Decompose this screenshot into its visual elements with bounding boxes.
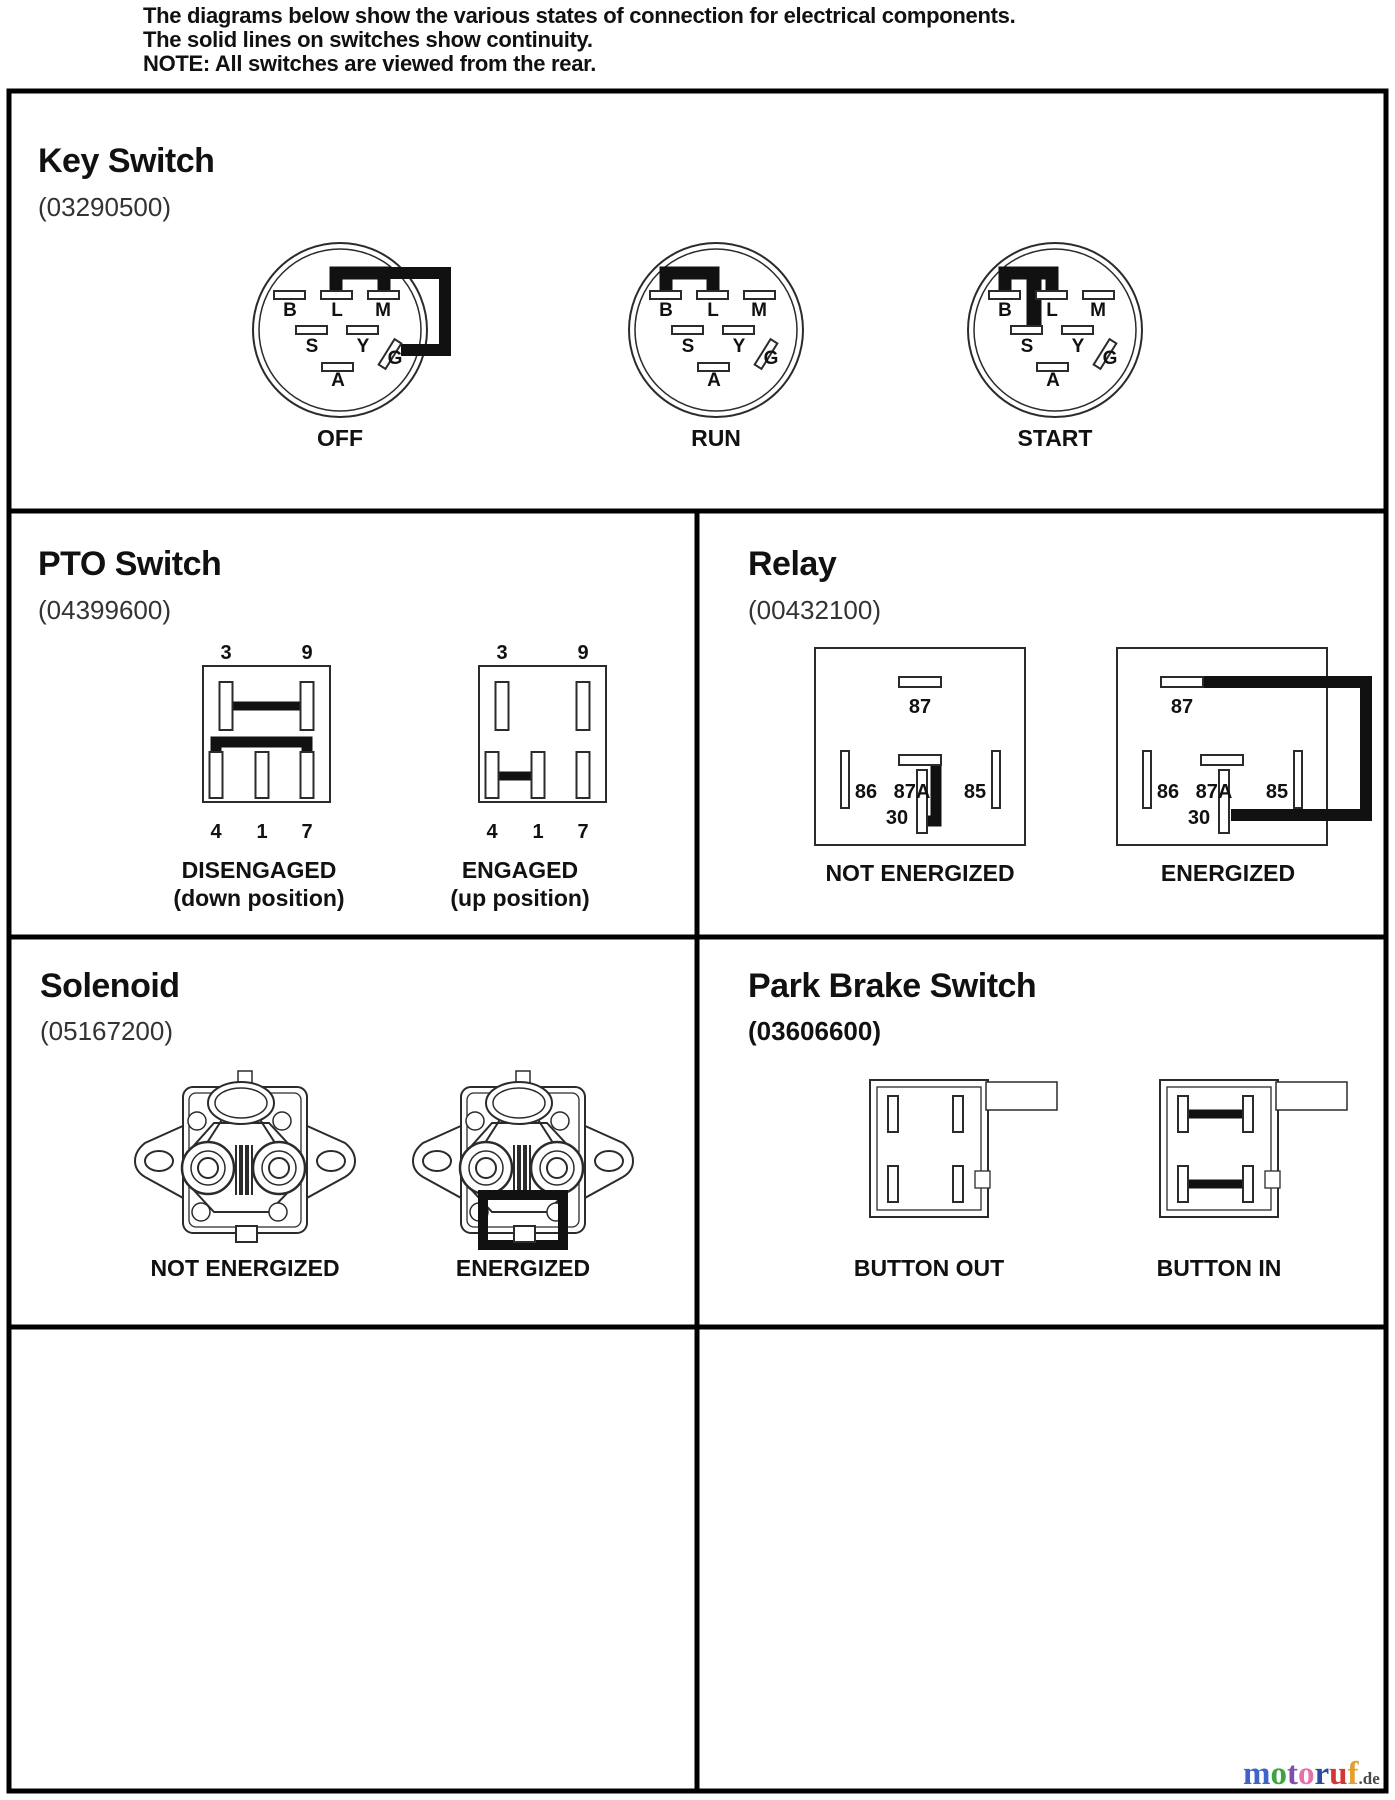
solenoid-state-energized-label: ENERGIZED — [455, 1255, 591, 1281]
terminal-87a-label: 87A — [1195, 781, 1233, 803]
terminal-s-label: S — [305, 336, 319, 357]
corner-hole — [273, 1112, 291, 1130]
terminal-y-label: Y — [356, 336, 370, 357]
solenoid-state-not-energized-label: NOT ENERGIZED — [150, 1255, 340, 1281]
terminal-slot — [1178, 1096, 1188, 1132]
terminal-s — [1011, 326, 1042, 334]
terminal-l-label: L — [707, 300, 719, 321]
terminal-87-label: 87 — [1170, 696, 1194, 718]
terminal-slot — [1178, 1166, 1188, 1202]
terminal-86-label: 86 — [1156, 781, 1180, 803]
terminal-85 — [1294, 751, 1302, 808]
terminal-7-label: 7 — [301, 821, 313, 843]
header-line-3: NOTE: All switches are viewed from the rear. — [143, 51, 597, 76]
connector-notch — [1265, 1171, 1280, 1188]
solenoid-not-energized-diagram — [135, 1071, 355, 1242]
terminal-4 — [210, 752, 223, 798]
pto-switch-title: PTO Switch — [38, 545, 222, 583]
connector-latch-tab — [1276, 1082, 1347, 1110]
terminal-m-label: M — [1090, 300, 1106, 321]
key-switch-start-diagram — [968, 243, 1142, 417]
terminal-87-label: 87 — [908, 696, 932, 718]
park-brake-state-button-in-label: BUTTON IN — [1156, 1255, 1282, 1281]
terminal-7 — [577, 752, 590, 798]
terminal-l — [697, 291, 728, 299]
stud-terminal-left-hub — [198, 1158, 218, 1178]
terminal-7 — [301, 752, 314, 798]
header-line-2: The solid lines on switches show continuity. — [143, 27, 593, 52]
terminal-y-label: Y — [732, 336, 746, 357]
logo-suffix: .de — [1358, 1769, 1380, 1788]
terminal-b — [650, 291, 681, 299]
pto-state-engaged-label: ENGAGED — [461, 857, 579, 883]
terminal-s-label: S — [681, 336, 695, 357]
key-switch-part-number: (03290500) — [38, 192, 171, 222]
corner-hole — [269, 1203, 287, 1221]
connector-notch — [975, 1171, 990, 1188]
terminal-slot — [1243, 1166, 1253, 1202]
key-switch-run-diagram — [629, 243, 803, 417]
bottom-tab — [236, 1226, 257, 1242]
terminal-9-label: 9 — [577, 642, 589, 664]
terminal-m-label: M — [375, 300, 391, 321]
relay-not-energized-diagram — [815, 648, 1025, 886]
solenoid-drawing — [413, 1071, 633, 1242]
pto-switch-part-number: (04399600) — [38, 595, 171, 625]
terminal-g-label: G — [387, 348, 403, 369]
terminal-m — [1083, 291, 1114, 299]
terminal-1 — [256, 752, 269, 798]
terminal-87 — [1161, 677, 1203, 687]
key-switch-state-start-label: START — [1017, 425, 1093, 451]
terminal-g-label: G — [763, 348, 779, 369]
key-switch-off-diagram — [253, 243, 445, 417]
pto-state-disengaged-sub-label: (down position) — [173, 885, 345, 911]
terminal-30-label: 30 — [1187, 807, 1211, 829]
key-switch-state-run-label: RUN — [691, 425, 741, 451]
pto-switch-engaged-diagram — [450, 642, 606, 911]
terminal-87a-label: 87A — [893, 781, 931, 803]
park-brake-button-in-diagram — [1157, 1080, 1347, 1281]
terminal-slot — [1243, 1096, 1253, 1132]
logo-letter: o — [1270, 1756, 1287, 1792]
terminal-l-label: L — [1046, 300, 1058, 321]
solenoid-drawing — [135, 1071, 355, 1242]
terminal-y — [1062, 326, 1093, 334]
terminal-9-label: 9 — [301, 642, 313, 664]
solenoid-energized-diagram — [413, 1071, 633, 1245]
terminal-m-label: M — [751, 300, 767, 321]
terminal-s — [672, 326, 703, 334]
pto-state-engaged-sub-label: (up position) — [450, 885, 590, 911]
solenoid-title: Solenoid — [40, 967, 180, 1005]
terminal-b-label: B — [659, 300, 673, 321]
terminal-9 — [301, 682, 314, 730]
terminal-l — [1036, 291, 1067, 299]
terminal-30-label: 30 — [885, 807, 909, 829]
terminal-y — [347, 326, 378, 334]
terminal-4-label: 4 — [210, 821, 222, 843]
logo-letter: m — [1243, 1756, 1271, 1792]
terminal-slot — [953, 1166, 963, 1202]
solenoid-part-number: (05167200) — [40, 1016, 173, 1046]
terminal-a-label: A — [707, 370, 721, 391]
relay-state-not-energized-label: NOT ENERGIZED — [825, 860, 1015, 886]
terminal-87a — [1201, 755, 1243, 765]
terminal-3 — [220, 682, 233, 730]
header-line-1: The diagrams below show the various states of connection for electrical components. — [143, 3, 1016, 28]
terminal-9 — [577, 682, 590, 730]
terminal-l-label: L — [331, 300, 343, 321]
terminal-s-label: S — [1020, 336, 1034, 357]
terminal-s — [296, 326, 327, 334]
motoruf-logo — [1243, 1756, 1380, 1792]
corner-hole — [192, 1203, 210, 1221]
mount-hole-left — [145, 1151, 173, 1171]
terminal-87a — [899, 755, 941, 765]
key-switch-state-off-label: OFF — [317, 425, 363, 451]
terminal-slot — [888, 1096, 898, 1132]
terminal-86 — [1143, 751, 1151, 808]
terminal-b-label: B — [283, 300, 297, 321]
terminal-slot — [953, 1096, 963, 1132]
terminal-b-label: B — [998, 300, 1012, 321]
pto-switch-disengaged-diagram — [173, 642, 344, 911]
logo-letter: f — [1347, 1756, 1359, 1792]
terminal-3-label: 3 — [220, 642, 232, 664]
bottom-tab — [514, 1226, 535, 1242]
park-brake-switch-part-number: (03606600) — [748, 1016, 881, 1046]
terminal-l — [321, 291, 352, 299]
terminal-85 — [992, 751, 1000, 808]
terminal-b — [274, 291, 305, 299]
relay-title: Relay — [748, 545, 837, 583]
terminal-3 — [496, 682, 509, 730]
relay-part-number: (00432100) — [748, 595, 881, 625]
terminal-y-label: Y — [1071, 336, 1085, 357]
terminal-87 — [899, 677, 941, 687]
terminal-y — [723, 326, 754, 334]
logo-letter: t — [1287, 1756, 1298, 1792]
terminal-1 — [532, 752, 545, 798]
pto-state-disengaged-label: DISENGAGED — [181, 857, 337, 883]
park-brake-switch-title: Park Brake Switch — [748, 967, 1037, 1005]
terminal-4 — [486, 752, 499, 798]
logo-letter: u — [1329, 1756, 1348, 1792]
mount-hole-right — [317, 1151, 345, 1171]
logo-letter: r — [1314, 1756, 1330, 1792]
stud-terminal-right-hub — [269, 1158, 289, 1178]
terminal-4-label: 4 — [486, 821, 498, 843]
terminal-7-label: 7 — [577, 821, 589, 843]
connector-latch-tab — [986, 1082, 1057, 1110]
terminal-85-label: 85 — [963, 781, 987, 803]
terminal-1-label: 1 — [532, 821, 544, 843]
relay-state-energized-label: ENERGIZED — [1160, 860, 1296, 886]
terminal-m — [744, 291, 775, 299]
terminal-m — [368, 291, 399, 299]
corner-hole — [188, 1112, 206, 1130]
terminal-a-label: A — [1046, 370, 1060, 391]
terminal-1-label: 1 — [256, 821, 268, 843]
terminal-a-label: A — [331, 370, 345, 391]
park-brake-state-button-out-label: BUTTON OUT — [853, 1255, 1005, 1281]
terminal-3-label: 3 — [496, 642, 508, 664]
park-brake-button-out-diagram — [854, 1080, 1057, 1281]
logo-letter: o — [1298, 1756, 1315, 1792]
terminal-86 — [841, 751, 849, 808]
key-switch-title: Key Switch — [38, 142, 215, 180]
terminal-slot — [888, 1166, 898, 1202]
terminal-g-label: G — [1102, 348, 1118, 369]
terminal-86-label: 86 — [854, 781, 878, 803]
relay-energized-diagram — [1117, 648, 1366, 886]
terminal-b — [989, 291, 1020, 299]
terminal-85-label: 85 — [1265, 781, 1289, 803]
